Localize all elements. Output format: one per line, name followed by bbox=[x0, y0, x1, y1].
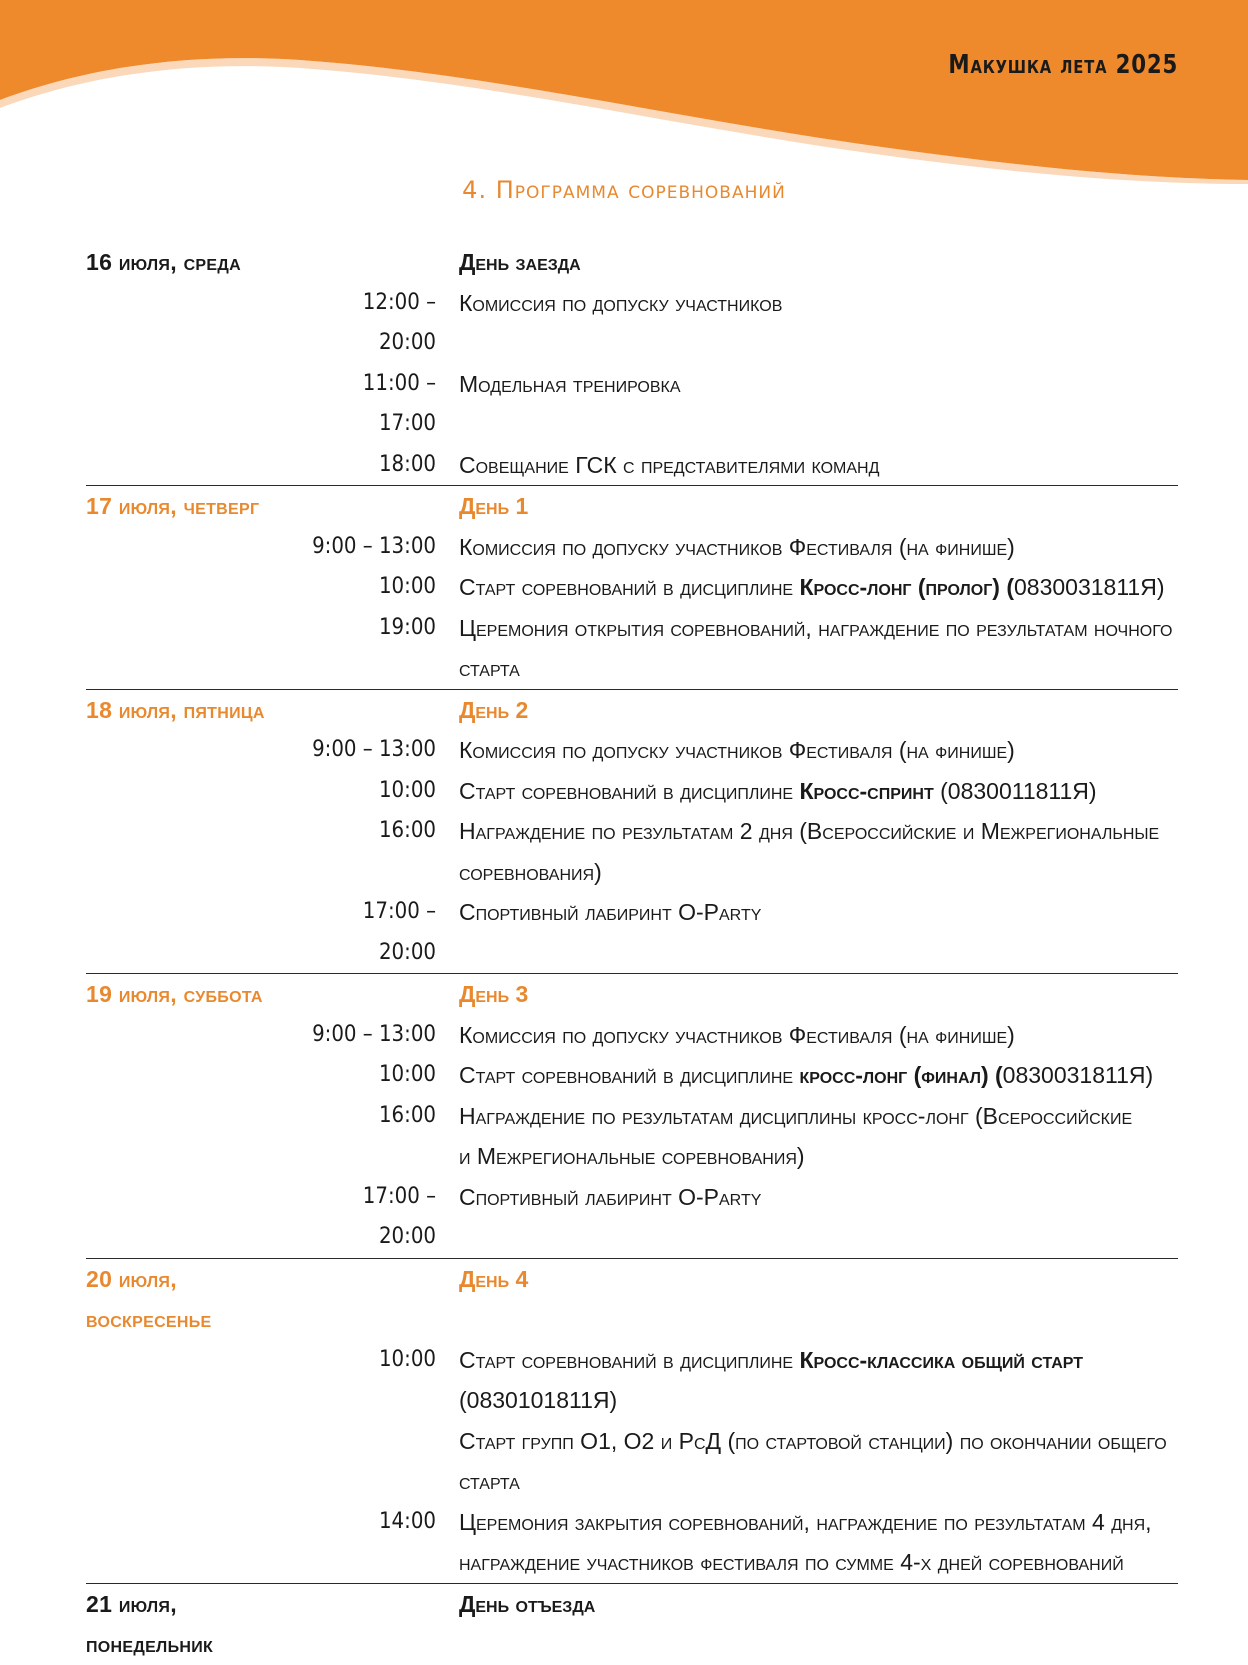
event-text bbox=[459, 1136, 1178, 1177]
event-text bbox=[459, 771, 1178, 812]
event-discipline: Кросс-лонг (пролог) ( bbox=[799, 574, 1014, 600]
day-date: 19 июля, суббота bbox=[86, 981, 263, 1007]
event-time: 16:00 bbox=[378, 818, 436, 843]
event-row bbox=[86, 1055, 1178, 1096]
event-text-main: Комиссия по допуску участников Фестиваля (на финише) bbox=[459, 737, 1015, 763]
event-time: 10:00 bbox=[378, 574, 436, 599]
event-time: 12:00 – 20:00 bbox=[362, 289, 436, 355]
event-text-main: и Межрегиональные соревнования) bbox=[459, 1143, 805, 1169]
event-code: (0830011811Я) bbox=[933, 777, 1097, 804]
event-row bbox=[86, 1542, 1178, 1583]
event-row bbox=[86, 1136, 1178, 1177]
event-time: 17:00 – 20:00 bbox=[362, 899, 436, 965]
event-text bbox=[459, 567, 1178, 608]
event-row bbox=[86, 771, 1178, 812]
event-text bbox=[459, 1177, 1178, 1218]
event-row bbox=[86, 1177, 1178, 1258]
section-title: 4. Программа соревнований bbox=[462, 176, 786, 204]
day-label: День отъезда bbox=[459, 1590, 596, 1617]
event-time: 10:00 bbox=[378, 1062, 436, 1087]
day-date: 20 июля, воскресенье bbox=[86, 1265, 212, 1332]
event-row bbox=[86, 1421, 1178, 1502]
event-text bbox=[459, 364, 1178, 405]
day-header-row bbox=[86, 1584, 1178, 1665]
header-wave-decoration bbox=[0, 0, 1248, 190]
schedule-table bbox=[86, 242, 1178, 1665]
event-text-main: Комиссия по допуску участников bbox=[459, 289, 783, 316]
event-text-main: Награждение по результатам 2 дня (Всероссийские и Межрегиональные bbox=[459, 818, 1160, 844]
event-text bbox=[459, 283, 1178, 324]
day-header-row bbox=[86, 974, 1178, 1015]
event-text bbox=[459, 730, 1178, 771]
header-title: Макушка лета 2025 bbox=[948, 50, 1178, 80]
day-header-row bbox=[86, 1259, 1178, 1340]
event-text bbox=[459, 852, 1178, 893]
event-time: 9:00 – 13:00 bbox=[312, 737, 436, 762]
event-text-main: Старт соревнований в дисциплине bbox=[459, 574, 800, 600]
event-text bbox=[459, 1380, 1178, 1421]
event-row bbox=[86, 567, 1178, 608]
event-time: 9:00 – 13:00 bbox=[312, 533, 436, 559]
event-text-main: Церемония закрытия соревнований, награждение по результатам 4 дня, bbox=[459, 1508, 1152, 1535]
event-text bbox=[459, 527, 1178, 568]
day-date: 18 июля, пятница bbox=[86, 696, 265, 723]
event-text-main: награждение участников фестиваля по сумме 4-х дней соревнований bbox=[459, 1549, 1124, 1575]
event-row bbox=[86, 1380, 1178, 1421]
event-text bbox=[459, 445, 1178, 486]
event-text-main: Старт соревнований в дисциплине bbox=[459, 1062, 800, 1088]
day-block bbox=[86, 1584, 1178, 1665]
event-text-main: Модельная тренировка bbox=[459, 370, 681, 397]
event-text bbox=[459, 892, 1178, 933]
day-date: 21 июля, понедельник bbox=[86, 1590, 214, 1657]
event-text bbox=[459, 1096, 1178, 1137]
event-time: 14:00 bbox=[378, 1508, 436, 1534]
day-label: День заезда bbox=[459, 249, 581, 275]
event-text-main: Старт групп О1, О2 и РсД (по стартовой станции) по окончании общего старта bbox=[459, 1427, 1167, 1494]
day-block bbox=[86, 242, 1178, 486]
event-row bbox=[86, 527, 1178, 568]
event-row bbox=[86, 811, 1178, 852]
event-time: 10:00 bbox=[378, 1346, 436, 1372]
event-row bbox=[86, 283, 1178, 364]
event-time: 11:00 – 17:00 bbox=[362, 370, 436, 436]
event-text-main: Старт соревнований в дисциплине bbox=[459, 1346, 800, 1373]
event-row bbox=[86, 1015, 1178, 1056]
event-text bbox=[459, 1542, 1178, 1583]
event-text bbox=[459, 1015, 1178, 1056]
event-text-main: Награждение по результатам дисциплины кросс-лонг (Всероссийские bbox=[459, 1102, 1133, 1129]
day-label: День 4 bbox=[459, 1265, 529, 1292]
event-discipline: Кросс-классика общий старт bbox=[799, 1346, 1084, 1373]
day-label: День 1 bbox=[459, 493, 529, 519]
event-row bbox=[86, 1340, 1178, 1381]
event-discipline: Кросс-спринт bbox=[799, 777, 934, 804]
event-text-main: Спортивный лабиринт O-Party bbox=[459, 1183, 762, 1210]
event-row bbox=[86, 608, 1178, 649]
event-row bbox=[86, 892, 1178, 973]
event-row bbox=[86, 730, 1178, 771]
event-text-main: Церемония открытия соревнований, награждение по результатам ночного bbox=[459, 614, 1173, 641]
day-date: 16 июля, среда bbox=[86, 249, 241, 275]
event-text-main: Старт соревнований в дисциплине bbox=[459, 777, 800, 804]
event-code: 0830031811Я) bbox=[1014, 574, 1165, 600]
event-text bbox=[459, 1421, 1178, 1502]
event-row bbox=[86, 364, 1178, 445]
event-text bbox=[459, 1055, 1178, 1096]
event-text-main: старта bbox=[459, 655, 520, 681]
event-time: 10:00 bbox=[378, 777, 436, 803]
event-time: 18:00 bbox=[378, 451, 436, 477]
event-time: 9:00 – 13:00 bbox=[312, 1021, 436, 1047]
event-time: 16:00 bbox=[378, 1102, 436, 1128]
day-header-row bbox=[86, 242, 1178, 283]
day-block bbox=[86, 486, 1178, 690]
day-block bbox=[86, 1259, 1178, 1584]
event-row bbox=[86, 1096, 1178, 1137]
day-header-row bbox=[86, 486, 1178, 527]
event-text bbox=[459, 811, 1178, 852]
event-discipline: кросс-лонг (финал) ( bbox=[799, 1062, 1003, 1088]
event-time: 17:00 – 20:00 bbox=[362, 1183, 436, 1249]
event-row bbox=[86, 1502, 1178, 1543]
event-row bbox=[86, 852, 1178, 893]
event-text-main: соревнования) bbox=[459, 858, 602, 885]
event-text-main: Совещание ГСК с представителями команд bbox=[459, 451, 880, 478]
event-text-main: Комиссия по допуску участников Фестиваля (на финише) bbox=[459, 533, 1015, 560]
day-header-row bbox=[86, 690, 1178, 731]
event-code: 0830031811Я) bbox=[1002, 1062, 1154, 1088]
event-row bbox=[86, 648, 1178, 689]
event-text-main: (0830101811Я) bbox=[459, 1387, 618, 1413]
day-block bbox=[86, 690, 1178, 975]
event-text-main: Спортивный лабиринт O-Party bbox=[459, 899, 762, 925]
event-text bbox=[459, 1340, 1178, 1381]
event-text-main: Комиссия по допуску участников Фестиваля (на финише) bbox=[459, 1021, 1015, 1048]
event-text bbox=[459, 608, 1178, 649]
event-text bbox=[459, 1502, 1178, 1543]
event-text bbox=[459, 648, 1178, 689]
day-date: 17 июля, четверг bbox=[86, 493, 260, 519]
event-time: 19:00 bbox=[378, 614, 436, 640]
day-block bbox=[86, 974, 1178, 1259]
event-row bbox=[86, 445, 1178, 486]
day-label: День 2 bbox=[459, 696, 529, 723]
day-label: День 3 bbox=[459, 981, 529, 1007]
